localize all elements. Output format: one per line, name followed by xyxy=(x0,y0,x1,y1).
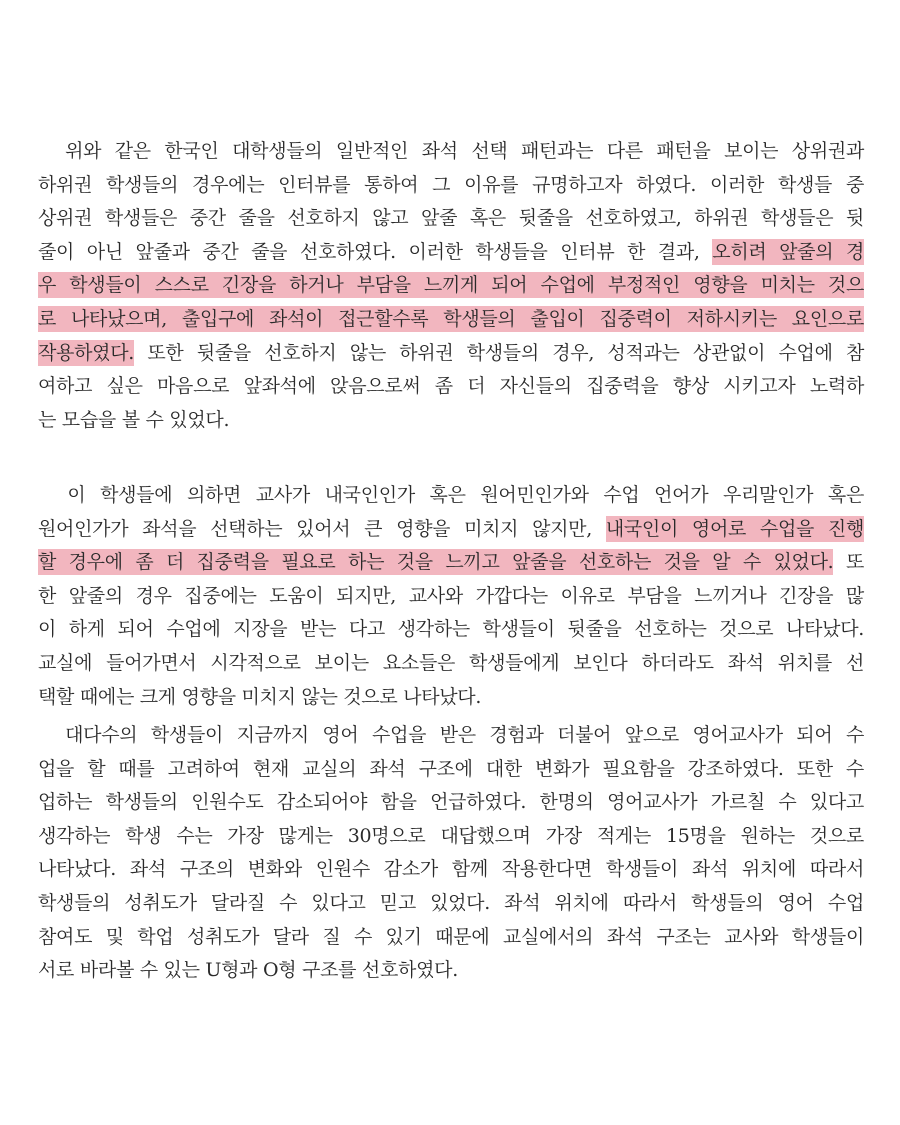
text-line xyxy=(38,720,864,750)
text-line xyxy=(38,888,864,918)
body-text: 택할 때에는 크게 영향을 미치지 않는 것으로 나타났다. xyxy=(38,685,482,708)
body-text: 서로 바라볼 수 있는 U형과 O형 구조를 선호하였다. xyxy=(38,959,458,982)
body-text: 는 모습을 볼 수 있었다. xyxy=(38,408,230,431)
text-line xyxy=(38,614,864,644)
text-line xyxy=(38,371,864,401)
text-line xyxy=(38,547,864,577)
text-line xyxy=(38,821,864,851)
body-text: 원어인가가 좌석을 선택하는 있어서 큰 영향을 미치지 않지만, xyxy=(38,517,606,540)
text-line xyxy=(38,304,864,334)
body-text: 여하고 싶은 마음으로 앞좌석에 앉음으로써 좀 더 자신들의 집중력을 향상 시키고자 노력하 xyxy=(38,375,864,398)
highlighted-text: 내국인이 영어로 수업을 진행 xyxy=(605,517,864,540)
highlighted-text: 오히려 앞줄의 경 xyxy=(712,240,864,263)
body-text: 또한 뒷줄을 선호하지 않는 하위권 학생들의 경우, 성적과는 상관없이 수업에 참 xyxy=(134,341,864,364)
highlighted-text: 작용하였다. xyxy=(38,341,135,364)
text-line xyxy=(38,405,864,435)
highlighted-text: 로 나타났으며, 출입구에 좌석이 접근할수록 학생들의 출입이 집중력이 저하시키는 요인으로 xyxy=(38,308,864,330)
body-text: 또 xyxy=(833,551,865,574)
body-text: 교실에 들어가면서 시각적으로 보이는 요소들은 학생들에게 보인다 하더라도 좌석 위치를 선 xyxy=(38,652,864,674)
text-line xyxy=(38,480,864,510)
text-line xyxy=(38,754,864,784)
body-text: 생각하는 학생 수는 가장 많게는 30명으로 대답했으며 가장 적게는 15명을 원하는 것으로 xyxy=(38,824,864,847)
text-line xyxy=(38,922,864,952)
body-text: 업하는 학생들의 인원수도 감소되어야 함을 언급하였다. 한명의 영어교사가 가르칠 수 있다고 xyxy=(38,791,864,814)
text-line xyxy=(38,270,864,300)
text-line xyxy=(38,682,864,712)
body-text: 이 학생들에 의하면 교사가 내국인인가 혹은 원어민인가와 수업 언어가 우리말인가 혹은 xyxy=(38,484,864,506)
body-text: 한 앞줄의 경우 집중에는 도움이 되지만, 교사와 가깝다는 이유로 부담을 느끼거나 긴장을 많 xyxy=(38,584,864,607)
body-text: 이 하게 되어 수업에 지장을 받는 다고 생각하는 학생들이 뒷줄을 선호하는 것으로 나타났다. xyxy=(38,618,864,641)
text-line xyxy=(38,955,864,985)
body-text: 줄이 아닌 앞줄과 중간 줄을 선호하였다. 이러한 학생들을 인터뷰 한 결과, xyxy=(38,240,713,263)
text-line xyxy=(38,136,864,166)
body-text: 나타났다. 좌석 구조의 변화와 인원수 감소가 함께 작용한다면 학생들이 좌석 위치에 따라서 xyxy=(38,858,864,881)
text-line xyxy=(38,237,864,267)
body-text: 상위권 학생들은 중간 줄을 선호하지 않고 앞줄 혹은 뒷줄을 선호하였고, 하위권 학생들은 뒷 xyxy=(38,207,864,230)
body-text: 업을 할 때를 고려하여 현재 교실의 좌석 구조에 대한 변화가 필요함을 강조하였다. 또한 수 xyxy=(38,757,864,780)
text-line xyxy=(38,514,864,544)
text-line xyxy=(38,170,864,200)
body-text: 위와 같은 한국인 대학생들의 일반적인 좌석 선택 패턴과는 다른 패턴을 보이는 상위권과 xyxy=(38,140,864,162)
text-line xyxy=(38,854,864,884)
text-line xyxy=(38,203,864,233)
body-text: 학생들의 성취도가 달라질 수 있다고 믿고 있었다. 좌석 위치에 따라서 학생들의 영어 수업 xyxy=(38,892,864,914)
text-line xyxy=(38,787,864,817)
body-text: 대다수의 학생들이 지금까지 영어 수업을 받은 경험과 더불어 앞으로 영어교사가 되어 수 xyxy=(38,724,864,746)
highlighted-text: 할 경우에 좀 더 집중력을 필요로 하는 것을 느끼고 앞줄을 선호하는 것을 알 수 있었다. xyxy=(38,551,834,574)
text-line xyxy=(38,338,864,368)
text-line xyxy=(38,581,864,611)
text-line xyxy=(38,648,864,678)
body-text: 참여도 및 학업 성취도가 달라 질 수 있기 때문에 교실에서의 좌석 구조는 교사와 학생들이 xyxy=(38,925,864,948)
highlighted-text: 우 학생들이 스스로 긴장을 하거나 부담을 느끼게 되어 수업에 부정적인 영향을 미치는 것으 xyxy=(38,274,864,297)
body-text: 하위권 학생들의 경우에는 인터뷰를 통하여 그 이유를 규명하고자 하였다. 이러한 학생들 중 xyxy=(38,173,865,196)
